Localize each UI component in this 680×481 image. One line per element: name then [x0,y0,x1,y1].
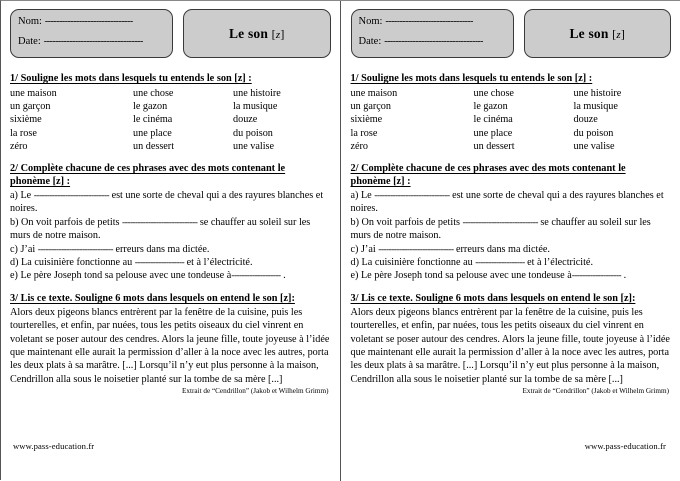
passage-attribution: Extrait de “Cendrillon” (Jakob et Wilhelm Grimm) [351,387,672,395]
date-row [18,35,166,48]
word-item[interactable]: sixième [351,113,474,126]
sentence-lead: b) On voit parfois de petits [10,217,122,228]
student-identity-box [351,9,514,58]
answer-blank[interactable]: ------------------- [475,257,524,268]
word-row [10,87,331,100]
sentence-tail: se chauffer au soleil sur les murs de notre maison. [351,217,651,241]
word-row [351,113,672,126]
date-blank-line[interactable]: ----------------------------------- [384,35,483,48]
exercise-2-title-line-2: phonème [z] : [351,175,672,188]
word-item[interactable]: le gazon [133,100,233,113]
exercise-3 [10,292,331,395]
sentence-lead: b) On voit parfois de petits [351,217,463,228]
word-item[interactable]: sixième [10,113,133,126]
sentence-tail: . [281,270,286,281]
word-item[interactable]: un dessert [133,140,233,153]
word-row [351,100,672,113]
sentence-tail: erreurs dans ma dictée. [453,244,549,255]
word-item[interactable]: une place [474,127,574,140]
sentence-lead: c) J’ai [10,244,38,255]
word-row [10,100,331,113]
title-prefix: Le son [569,26,608,41]
phoneme-symbol: z [616,29,620,41]
sentence-lead: d) La cuisinière fonctionne au [351,257,476,268]
sentence-lead: c) J’ai [351,244,379,255]
title-phoneme [272,27,285,41]
exercise-3-passage[interactable]: Alors deux pigeons blancs entrèrent par la fenêtre de la cuisine, puis les tourterelles, et enfin, par nuées, tous les petits oiseaux du ciel vinrent en voletant se poser autour des cendres. Alors la jeune fille, toute joyeuse à l’idée que maintenant elle aurait la permission d’aller à la noce avec les autres, porta les deux plats à sa marâtre. [...] Lorsqu’il n’y eut plus personne à la maison, Cendrillon alla sous le noisetier planté sur la tombe de sa mère [...] [351,306,672,386]
exercise-2-title-line-2: phonème [z] : [10,175,331,188]
fill-in-sentence [351,243,672,256]
word-item[interactable]: le cinéma [133,113,233,126]
bracket-open: [ [612,27,616,41]
exercise-3-title: 3/ Lis ce texte. Souligne 6 mots dans lesquels on entend le son [z]: [351,292,672,305]
word-item[interactable]: une valise [574,140,672,153]
sentence-tail: est une sorte de cheval qui a des rayures blanches et noires. [351,190,664,214]
worksheet-header [10,9,331,63]
word-item[interactable]: la musique [233,100,331,113]
word-item[interactable]: la musique [574,100,672,113]
exercise-2 [351,162,672,283]
exercise-3-passage[interactable]: Alors deux pigeons blancs entrèrent par la fenêtre de la cuisine, puis les tourterelles, et enfin, par nuées, tous les petits oiseaux du ciel vinrent en voletant se poser autour des cendres. Alors la jeune fille, toute joyeuse à l’idée que maintenant elle aurait la permission d’aller à la noce avec les autres, porta les deux plats à sa marâtre. [...] Lorsqu’il n’y eut plus personne à la maison, Cendrillon alla sous le noisetier planté sur la tombe de sa mère [...] [10,306,331,386]
word-item[interactable]: douze [574,113,672,126]
word-item[interactable]: la rose [10,127,133,140]
title-prefix: Le son [229,26,268,41]
worksheet-title-box [183,9,331,58]
fill-in-sentence [10,256,331,269]
exercise-3-title: 3/ Lis ce texte. Souligne 6 mots dans lesquels on entend le son [z]: [10,292,331,305]
word-item[interactable]: un garçon [10,100,133,113]
answer-blank[interactable]: ------------------- [231,270,280,281]
answer-blank[interactable]: ----------------------------- [374,190,449,201]
word-item[interactable]: la rose [351,127,474,140]
name-row [18,15,166,28]
word-item[interactable]: du poison [233,127,331,140]
exercise-1 [10,72,331,153]
date-blank-line[interactable]: ----------------------------------- [44,35,143,48]
fill-in-sentence [10,189,331,216]
exercise-1-word-grid [351,87,672,153]
word-item[interactable]: une histoire [233,87,331,100]
sentence-tail: . [621,270,626,281]
word-item[interactable]: un garçon [351,100,474,113]
word-item[interactable]: une valise [233,140,331,153]
exercise-2-title-line-1: 2/ Complète chacune de ces phrases avec des mots contenant le [10,162,331,175]
answer-blank[interactable]: ----------------------------- [38,244,113,255]
passage-attribution: Extrait de “Cendrillon” (Jakob et Wilhelm Grimm) [10,387,331,395]
name-label: Nom: [18,15,42,28]
answer-blank[interactable]: ----------------------------- [378,244,453,255]
word-row [351,127,672,140]
fill-in-sentence [10,216,331,243]
date-label: Date: [18,35,41,48]
site-footer: www.pass-education.fr [13,441,94,451]
sentence-lead: a) Le [10,190,34,201]
fill-in-sentence [351,216,672,243]
word-row [10,140,331,153]
word-item[interactable]: une maison [351,87,474,100]
sentence-tail: erreurs dans ma dictée. [113,244,209,255]
exercise-2-sentences [10,189,331,283]
title-phoneme [612,27,625,41]
word-item[interactable]: zéro [351,140,474,153]
answer-blank[interactable]: ----------------------------- [463,217,538,228]
phoneme-symbol: z [276,29,280,41]
word-item[interactable]: le gazon [474,100,574,113]
sentence-lead: e) Le père Joseph tond sa pelouse avec une tondeuse à [351,270,572,281]
word-item[interactable]: un dessert [474,140,574,153]
name-blank-line[interactable]: ------------------------------- [45,15,133,28]
answer-blank[interactable]: ------------------- [135,257,184,268]
date-label: Date: [359,35,382,48]
date-row [359,35,507,48]
word-row [351,87,672,100]
exercise-2 [10,162,331,283]
fill-in-sentence [351,256,672,269]
word-item[interactable]: une maison [10,87,133,100]
worksheet-copy-left [1,1,341,481]
word-item[interactable]: le cinéma [474,113,574,126]
fill-in-sentence [351,269,672,282]
sentence-tail: est une sorte de cheval qui a des rayures blanches et noires. [10,190,323,214]
word-item[interactable]: du poison [574,127,672,140]
student-identity-box [10,9,173,58]
word-item[interactable]: une histoire [574,87,672,100]
answer-blank[interactable]: ------------------- [572,270,621,281]
name-label: Nom: [359,15,383,28]
sentence-lead: e) Le père Joseph tond sa pelouse avec une tondeuse à [10,270,231,281]
bracket-close: ] [621,27,625,41]
word-item[interactable]: une place [133,127,233,140]
site-footer: www.pass-education.fr [585,441,666,451]
name-row [359,15,507,28]
fill-in-sentence [10,243,331,256]
word-item[interactable]: zéro [10,140,133,153]
exercise-1-title: 1/ Souligne les mots dans lesquels tu entends le son [z] : [10,72,331,85]
exercise-3 [351,292,672,395]
word-row [351,140,672,153]
worksheet-title-box [524,9,672,58]
exercise-1-title: 1/ Souligne les mots dans lesquels tu entends le son [z] : [351,72,672,85]
bracket-open: [ [272,27,276,41]
fill-in-sentence [10,269,331,282]
exercise-1-word-grid [10,87,331,153]
bracket-close: ] [280,27,284,41]
sentence-lead: a) Le [351,190,375,201]
exercise-1 [351,72,672,153]
word-row [10,113,331,126]
sentence-tail: et à l’électricité. [184,257,252,268]
page-title [569,26,625,42]
word-row [10,127,331,140]
exercise-2-title-line-1: 2/ Complète chacune de ces phrases avec des mots contenant le [351,162,672,175]
word-item[interactable]: une chose [474,87,574,100]
page-title [229,26,285,42]
worksheet-copy-right [341,1,680,481]
word-item[interactable]: une chose [133,87,233,100]
exercise-2-sentences [351,189,672,283]
word-item[interactable]: douze [233,113,331,126]
sentence-lead: d) La cuisinière fonctionne au [10,257,135,268]
worksheet-header [351,9,672,63]
answer-blank[interactable]: ----------------------------- [122,217,197,228]
answer-blank[interactable]: ----------------------------- [34,190,109,201]
sentence-tail: se chauffer au soleil sur les murs de notre maison. [10,217,310,241]
name-blank-line[interactable]: ------------------------------- [385,15,473,28]
fill-in-sentence [351,189,672,216]
sentence-tail: et à l’électricité. [525,257,593,268]
